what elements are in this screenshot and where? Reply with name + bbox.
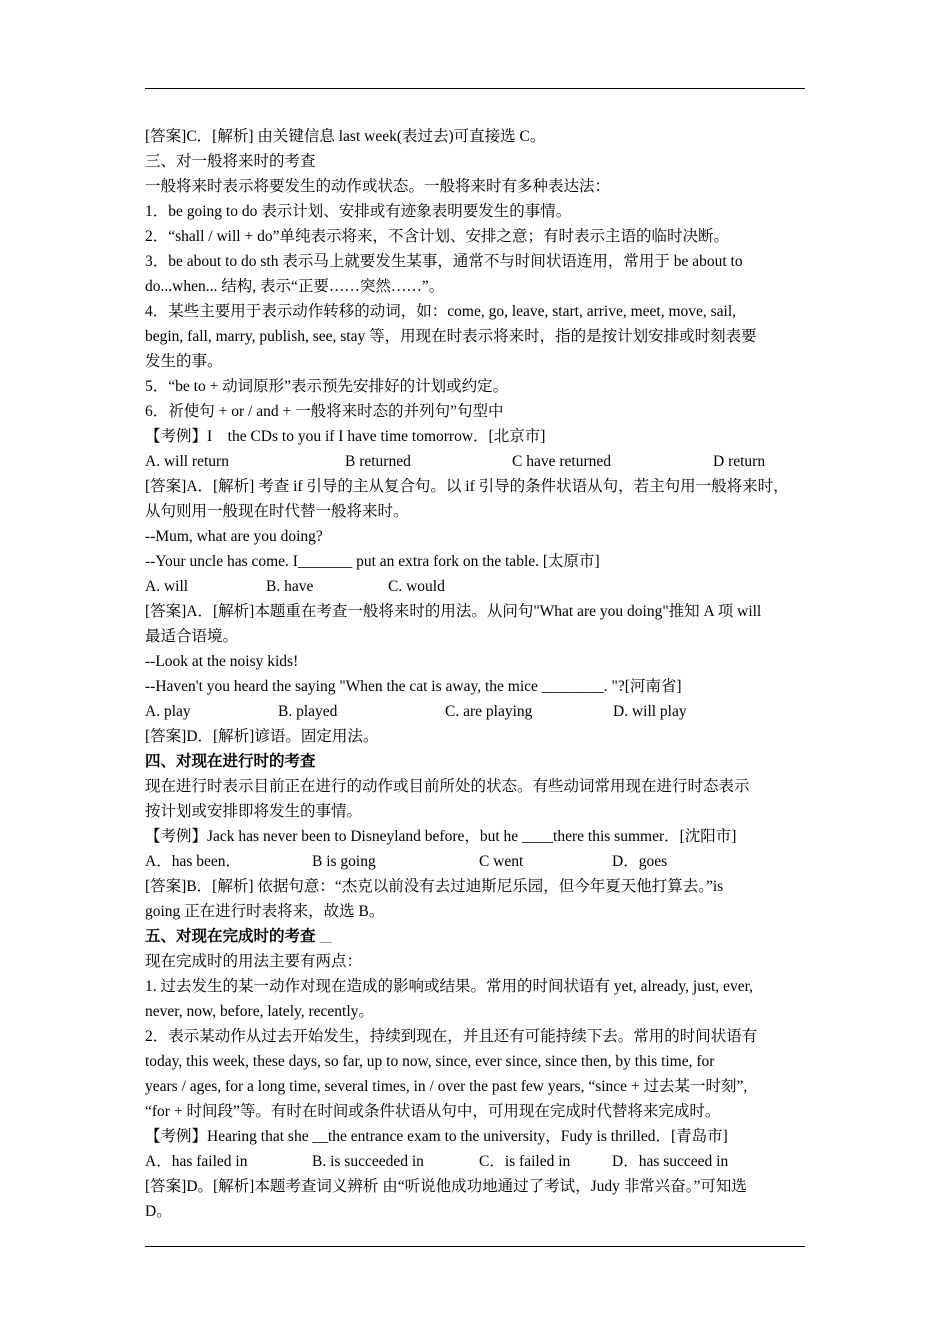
paragraph-line: 一般将来时表示将要发生的动作或状态。一般将来时有多种表达法： (145, 178, 611, 195)
dialogue-line: --Haven't you heard the saying "When the cat is away, the mice ________. "?[河南省] (145, 678, 682, 695)
example-question: 【考例】Hearing that she __the entrance exam to the university，Fudy is thrilled．[青岛市] (145, 1128, 728, 1145)
option-a: A. play (145, 703, 191, 720)
list-item-continued: never, now, before, lately, recently。 (145, 1003, 374, 1020)
list-item: 2．“shall / will + do”单纯表示将来，不含计划、安排之意；有时表示主语的临时决断。 (145, 228, 729, 245)
option-c: C. are playing (445, 703, 533, 720)
list-item: 3．be about to do sth 表示马上就要发生某事，通常不与时间状语连用，常用于 be about to (145, 253, 743, 270)
list-item: 1. 过去发生的某一动作对现在造成的影响或结果。常用的时间状语有 yet, already, just, ever, (145, 978, 753, 995)
list-item-continued: do...when... 结构, 表示“正要……突然……”。 (145, 278, 445, 295)
options-row (145, 849, 817, 874)
option-a: A．has failed in (145, 1153, 248, 1170)
option-c: C went (479, 853, 524, 870)
paragraph-line: 按计划或安排即将发生的事情。 (145, 803, 363, 820)
answer-line-continued: going 正在进行时表将来，故选 B。 (145, 903, 385, 920)
option-a: A．has been． (145, 853, 241, 870)
option-c: C have returned (512, 453, 611, 470)
option-c: C．is failed in (479, 1153, 571, 1170)
dialogue-line: --Your uncle has come. I_______ put an extra fork on the table. [太原市] (145, 553, 600, 570)
option-b: B. have (266, 578, 314, 595)
answer-line: [答案]A．[解析] 考查 if 引导的主从复合句。以 if 引导的条件状语从句，若主句用一般将来时， (145, 478, 789, 495)
options-row (145, 699, 817, 724)
list-item: 2．表示某动作从过去开始发生，持续到现在，并且还有可能持续下去。常用的时间状语有 (145, 1028, 758, 1045)
paragraph-line: 现在进行时表示目前正在进行的动作或目前所处的状态。有些动词常用现在进行时态表示 (145, 778, 750, 795)
list-item: 5．“be to + 动词原形”表示预先安排好的计划或约定。 (145, 378, 509, 395)
example-question: 【考例】Jack has never been to Disneyland before，but he ____there this summer．[沈阳市] (145, 828, 737, 845)
answer-line: [答案]C．[解析] 由关键信息 last week(表过去)可直接选 C。 (145, 128, 546, 145)
section-heading-5 (145, 924, 817, 949)
list-item-continued: begin, fall, marry, publish, see, stay 等，用现在时表示将来时，指的是按计划安排或时刻表要 (145, 328, 757, 345)
options-row (145, 449, 817, 474)
option-d: D．goes (612, 853, 668, 870)
dialogue-line: --Mum, what are you doing? (145, 528, 323, 545)
option-b: B returned (345, 453, 411, 470)
list-item: 6．祈使句 + or / and + 一般将来时态的并列句”句型中 (145, 403, 504, 420)
option-d: D return (713, 453, 766, 470)
option-d: D．has succeed in (612, 1153, 729, 1170)
section-heading-4: 四、对现在进行时的考查 (145, 753, 316, 770)
list-item-continued: 发生的事。 (145, 353, 223, 370)
answer-line-continued: D。 (145, 1203, 172, 1220)
answer-line: [答案]D．[解析]谚语。固定用法。 (145, 728, 379, 745)
list-item: 4．某些主要用于表示动作转移的动词，如：come, go, leave, start, arrive, meet, move, sail, (145, 303, 737, 320)
list-item: 1．be going to do 表示计划、安排或有迹象表明要发生的事情。 (145, 203, 572, 220)
option-b: B is going (312, 853, 376, 870)
example-question: 【考例】I the CDs to you if I have time tomorrow．[北京市] (145, 428, 546, 445)
answer-line-continued: 从句则用一般现在时代替一般将来时。 (145, 503, 409, 520)
section-heading-5-text: 五、对现在完成时的考查 (145, 928, 316, 945)
dialogue-line: --Look at the noisy kids! (145, 653, 299, 670)
option-c: C. would (388, 578, 445, 595)
answer-line: [答案]A．[解析]本题重在考查一般将来时的用法。从问句"What are you doing"推知 A 项 will (145, 603, 762, 620)
answer-line-continued: 最适合语境。 (145, 628, 239, 645)
options-row (145, 1149, 817, 1174)
option-a: A. will (145, 578, 189, 595)
answer-line: [答案]D。[解析]本题考查词义辨析 由“听说他成功地通过了考试，Judy 非常兴奋。”可知选 (145, 1178, 747, 1195)
option-a: A. will return (145, 453, 229, 470)
document-body (145, 124, 817, 1224)
option-d: D. will play (613, 703, 687, 720)
header-rule (145, 88, 805, 89)
section-heading-3: 三、对一般将来时的考查 (145, 153, 316, 170)
options-row (145, 574, 817, 599)
paragraph-line: 现在完成时的用法主要有两点： (145, 953, 363, 970)
list-item-continued: today, this week, these days, so far, up to now, since, ever since, since then, by this time, for (145, 1053, 715, 1070)
list-item-continued: years / ages, for a long time, several times, in / over the past few years, “since + 过去某一时刻”, (145, 1078, 748, 1095)
list-item-continued: “for + 时间段”等。有时在时间或条件状语从句中，可用现在完成时代替将来完成时。 (145, 1103, 721, 1120)
option-b: B. is succeeded in (312, 1153, 424, 1170)
underline-mark (320, 932, 332, 943)
answer-line: [答案]B．[解析] 依据句意：“杰克以前没有去过迪斯尼乐园，但今年夏天他打算去。”is (145, 878, 724, 895)
footer-rule (145, 1246, 805, 1247)
option-b: B. played (278, 703, 338, 720)
